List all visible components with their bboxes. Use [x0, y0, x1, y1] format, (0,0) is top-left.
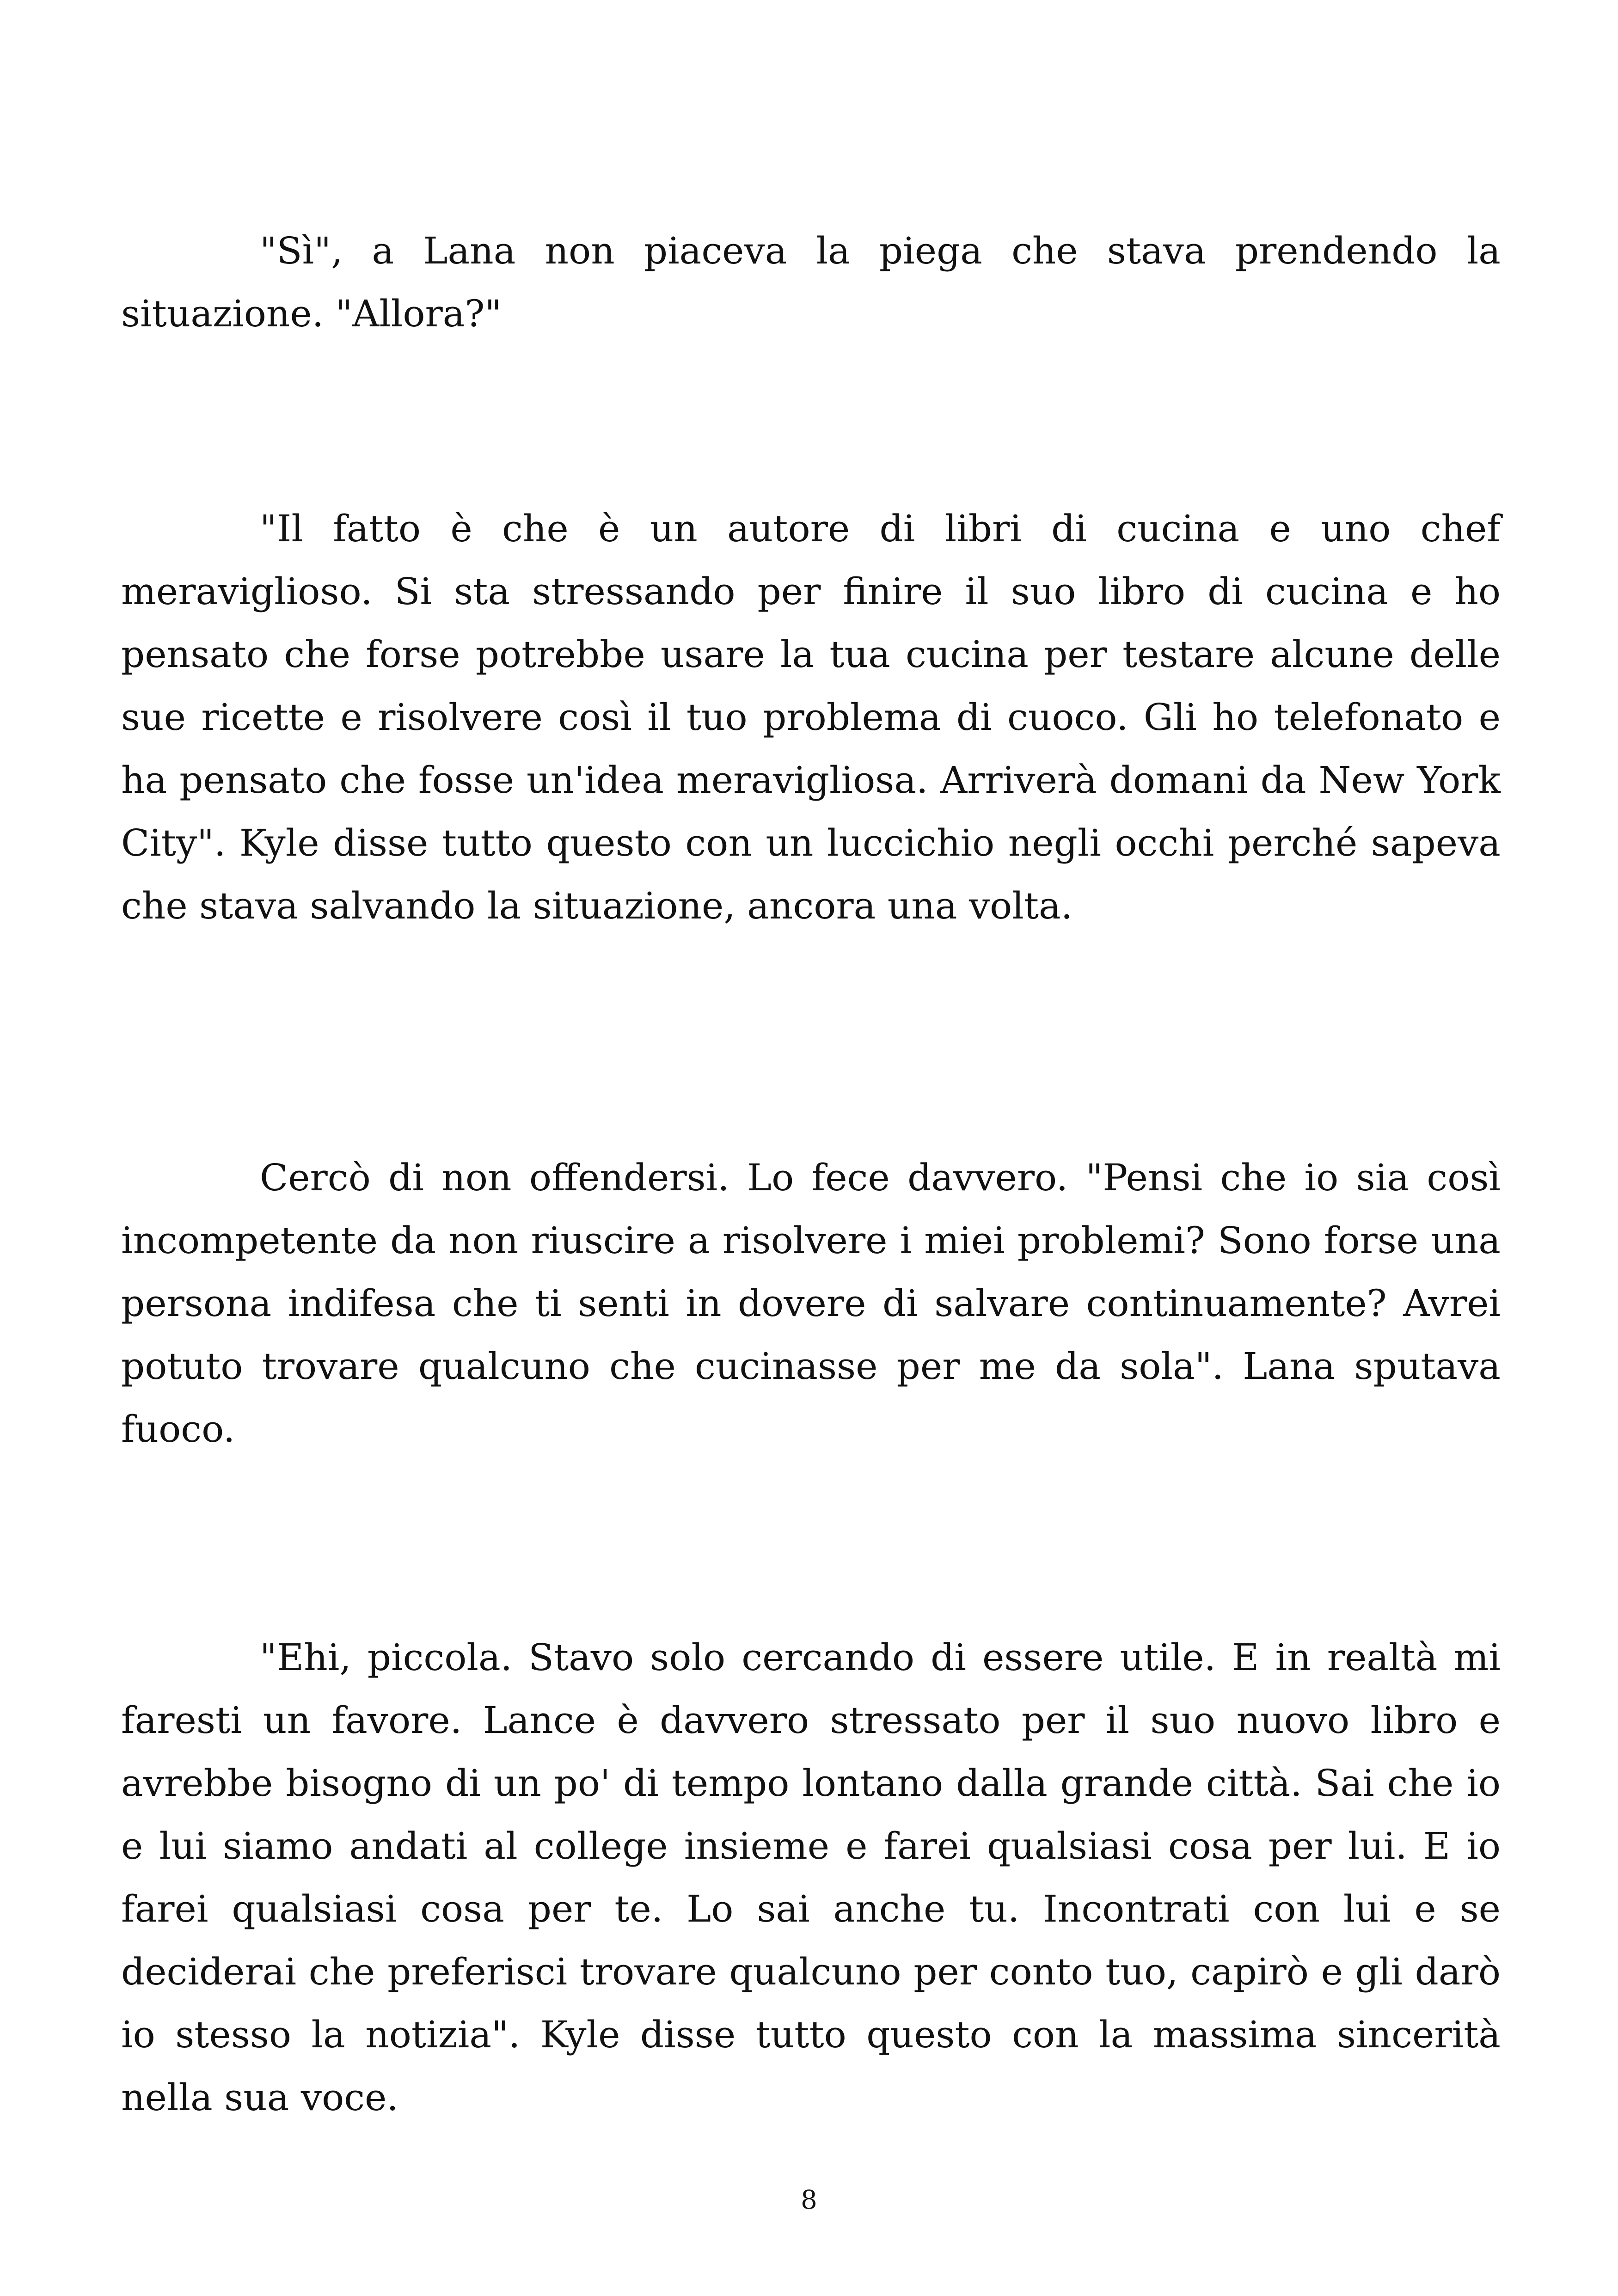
- paragraph-4: "Ehi, piccola. Stavo solo cercando di essere utile. E in realtà mi faresti un favore. Lance è davvero stressato per il suo nuovo libro e avrebbe bisogno di un po' di tempo lontano dalla grande città. Sai che io e lui siamo andati al college insieme e farei qualsiasi cosa per lui. E io farei qualsiasi cosa per te. Lo sai anche tu. Incontrati con lui e se deciderai che preferisci trovare qualcuno per conto tuo, capirò e gli darò io stesso la notizia". Kyle disse tutto questo con la massima sincerità nella sua voce.: [121, 1636, 1501, 2119]
- paragraph-3: Cercò di non offendersi. Lo fece davvero. "Pensi che io sia così incompetente da non riuscire a risolvere i miei problemi? Sono forse una persona indifesa che ti senti in dovere di salvare continuamente? Avrei potuto trovare qualcuno che cucinasse per me da sola". Lana sputava fuoco.: [121, 1156, 1501, 1451]
- paragraph-2: "Il fatto è che è un autore di libri di cucina e uno chef meraviglioso. Si sta stressando per finire il suo libro di cucina e ho pensato che forse potrebbe usare la tua cucina per testare alcune delle sue ricette e risolvere così il tuo problema di cuoco. Gli ho telefonato e ha pensato che fosse un'idea meravigliosa. Arriverà domani da New York City". Kyle disse tutto questo con un luccichio negli occhi perché sapeva che stava salvando la situazione, ancora una volta.: [121, 507, 1501, 927]
- paragraph-1: "Sì", a Lana non piaceva la piega che stava prendendo la situazione. "Allora?": [121, 229, 1501, 335]
- page-number: 8: [801, 2185, 817, 2215]
